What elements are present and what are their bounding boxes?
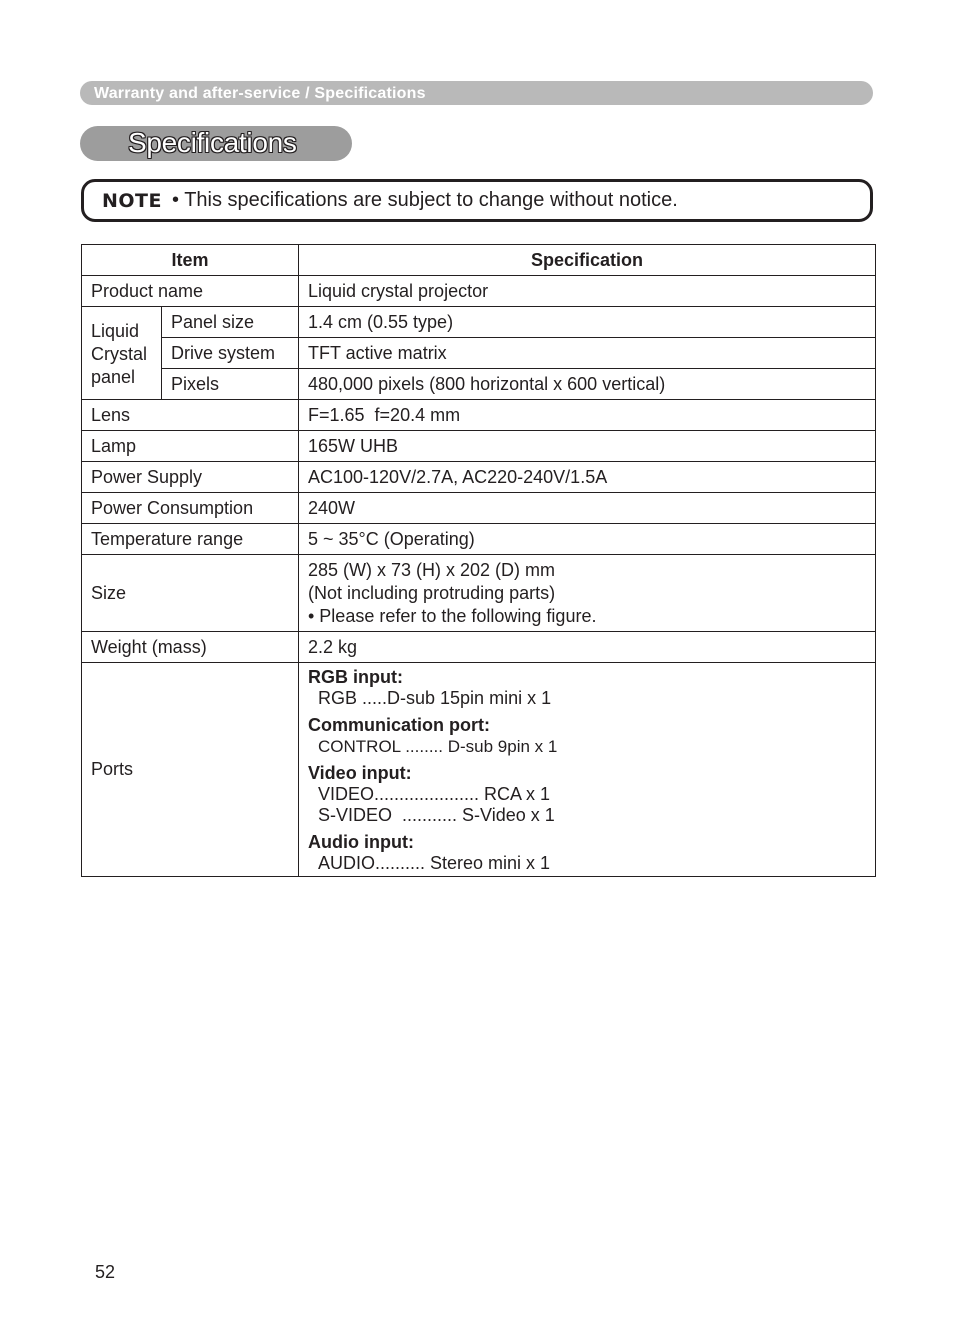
row-value-lamp: 165W UHB — [299, 431, 876, 462]
table-row — [82, 400, 876, 431]
row-value-lens: F=1.65 f=20.4 mm — [299, 400, 876, 431]
table-row — [82, 276, 876, 307]
row-value-drive-system: TFT active matrix — [299, 338, 876, 369]
port-heading: Audio input: — [308, 832, 414, 852]
row-value-panel-size: 1.4 cm (0.55 type) — [299, 307, 876, 338]
specifications-table — [81, 244, 876, 877]
port-group-video — [308, 762, 866, 826]
row-value-product-name: Liquid crystal projector — [299, 276, 876, 307]
table-header-row — [82, 245, 876, 276]
row-label-drive-system: Drive system — [162, 338, 299, 369]
port-group-rgb — [308, 666, 866, 709]
group-label-line: Crystal — [91, 343, 148, 364]
row-value-ports — [299, 663, 876, 877]
port-heading: RGB input: — [308, 667, 403, 687]
port-group-communication — [308, 714, 866, 757]
row-value-weight: 2.2 kg — [299, 632, 876, 663]
row-value-temperature-range: 5 ~ 35°C (Operating) — [299, 524, 876, 555]
table-row — [82, 663, 876, 877]
row-label-ports: Ports — [82, 663, 299, 877]
port-line: VIDEO..................... RCA x 1 — [318, 784, 551, 804]
size-line: 285 (W) x 73 (H) x 202 (D) mm — [308, 559, 556, 580]
table-row — [82, 369, 876, 400]
row-label-power-consumption: Power Consumption — [82, 493, 299, 524]
port-line: S-VIDEO ........... S-Video x 1 — [318, 805, 555, 825]
page-number: 52 — [95, 1262, 116, 1282]
row-value-power-consumption: 240W — [299, 493, 876, 524]
note-text: • This specifications are subject to change without notice. — [172, 189, 678, 211]
table-row — [82, 524, 876, 555]
table-row — [82, 462, 876, 493]
row-label-pixels: Pixels — [162, 369, 299, 400]
row-label-weight: Weight (mass) — [82, 632, 299, 663]
row-label-power-supply: Power Supply — [82, 462, 299, 493]
header-specification: Specification — [299, 245, 876, 276]
row-label-product-name: Product name — [82, 276, 299, 307]
note-label: NOTE — [102, 189, 162, 212]
port-line: CONTROL ........ D-sub 9pin x 1 — [318, 737, 558, 756]
group-label-line: panel — [91, 366, 136, 387]
row-label-panel-size: Panel size — [162, 307, 299, 338]
row-label-lamp: Lamp — [82, 431, 299, 462]
size-line: • Please refer to the following figure. — [308, 605, 597, 626]
row-label-temperature-range: Temperature range — [82, 524, 299, 555]
header-item: Item — [82, 245, 299, 276]
size-line: (Not including protruding parts) — [308, 582, 556, 603]
port-heading: Video input: — [308, 763, 412, 783]
row-label-lens: Lens — [82, 400, 299, 431]
breadcrumb: Warranty and after-service / Specifications — [80, 81, 873, 105]
port-line: AUDIO.......... Stereo mini x 1 — [318, 853, 551, 873]
table-row — [82, 307, 876, 338]
port-heading: Communication port: — [308, 715, 490, 735]
table-row — [82, 431, 876, 462]
row-value-size — [299, 555, 876, 632]
port-group-audio — [308, 831, 866, 874]
table-row — [82, 632, 876, 663]
note-box — [81, 179, 873, 222]
page-title: Specifications — [80, 126, 352, 161]
row-group-liquid-crystal-panel — [82, 307, 162, 400]
row-value-pixels: 480,000 pixels (800 horizontal x 600 vertical) — [299, 369, 876, 400]
table-row — [82, 338, 876, 369]
group-label-line: Liquid — [91, 320, 140, 341]
table-row — [82, 493, 876, 524]
row-label-size: Size — [82, 555, 299, 632]
row-value-power-supply: AC100-120V/2.7A, AC220-240V/1.5A — [299, 462, 876, 493]
port-line: RGB .....D-sub 15pin mini x 1 — [318, 688, 552, 708]
table-row — [82, 555, 876, 632]
